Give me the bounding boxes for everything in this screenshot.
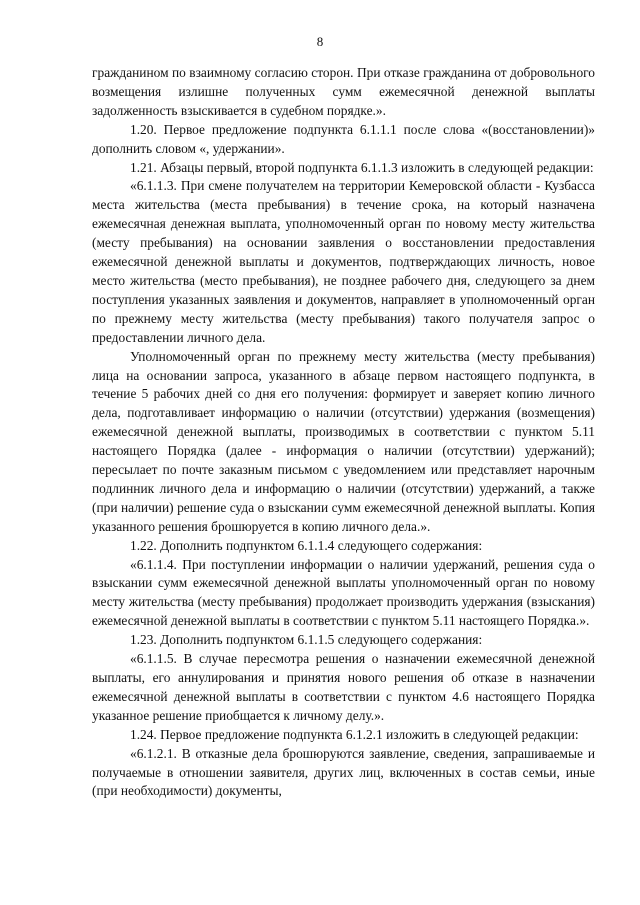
paragraph-item-1-21: 1.21. Абзацы первый, второй подпункта 6.1.1.3 изложить в следующей редакции: (130, 159, 594, 175)
paragraph-item-1-22: 1.22. Дополнить подпунктом 6.1.1.4 следующего содержания: (130, 537, 483, 553)
paragraph-continuation: гражданином по взаимному согласию сторон. При отказе гражданина от добровольного возмещения излишне полученных сумм ежемесячной денежной выплаты задолженность взыскивается в судебном порядке.». (92, 65, 595, 118)
paragraph-item-1-24: 1.24. Первое предложение подпункта 6.1.2.1 изложить в следующей редакции: (130, 726, 579, 742)
paragraph-item-1-23: 1.23. Дополнить подпунктом 6.1.1.5 следующего содержания: (130, 632, 483, 648)
paragraph-quote-6-1-1-5: «6.1.1.5. В случае пересмотра решения о назначении ежемесячной денежной выплаты, его аннулирования и принятия нового решения об отказе в назначении ежемесячной денежной выплаты в соответствии с пунктом 4.6 настоящего Порядка указанное решение приобщается к личному делу.». (92, 651, 595, 723)
paragraph-quote-6-1-1-3: «6.1.1.3. При смене получателем на территории Кемеровской области - Кузбасса места жительства (места пребывания) в течение срока, на который назначена ежемесячная денежная выплата, уполномоченный орган по новому месту жительства (месту пребывания) на основании заявления о восстановлении предоставления ежемесячной денежной выплаты и документов, подтверждающих личность, новое место жительства (место пребывания), не позднее рабочего дня, следующего за днем поступления указанных заявления и документов, направляет в уполномоченный орган по прежнему месту жительства (месту пребывания) такого получателя запрос о предоставлении личного дела. (92, 178, 595, 345)
paragraph-quote-6-1-1-3-second: Уполномоченный орган по прежнему месту жительства (месту пребывания) лица на основании запроса, указанного в абзаце первом настоящего подпункта, в течение 5 рабочих дней со дня его получения: формирует и заверяет копию личного дела, подготавливает информацию о наличии (отсутствии) удержания (возмещения) ежемесячной денежной выплаты, производимых в соответствии с пунктом 5.11 настоящего Порядка (далее - информация о наличии (отсутствии) удержаний); пересылает по почте заказным письмом с уведомлением или представляет нарочным подлинник личного дела и информацию о наличии (отсутствии) удержаний, а также (при наличии) решение суда о взыскании сумм ежемесячной денежной выплаты. Копия указанного решения брошюруется в копию личного дела.». (92, 348, 595, 534)
paragraph-quote-6-1-1-4: «6.1.1.4. При поступлении информации о наличии удержаний, решения суда о взыскании сумм ежемесячной денежной выплаты уполномоченный орган по новому месту жительства (месту пребывания) продолжает производить удержания (взыскания) ежемесячной денежной выплаты в соответствии с пунктом 5.11 настоящего Порядка.». (92, 556, 595, 629)
paragraph-item-1-20: 1.20. Первое предложение подпункта 6.1.1.1 после слова «(восстановлении)» дополнить словом «, удержании». (92, 121, 595, 156)
paragraph-quote-6-1-2-1: «6.1.2.1. В отказные дела брошюруются заявление, сведения, запрашиваемые и получаемые в отношении заявителя, других лиц, включенных в состав семьи, иные (при необходимости) документы, (92, 745, 595, 799)
page-number: 8 (316, 34, 324, 49)
document-body (92, 64, 595, 801)
